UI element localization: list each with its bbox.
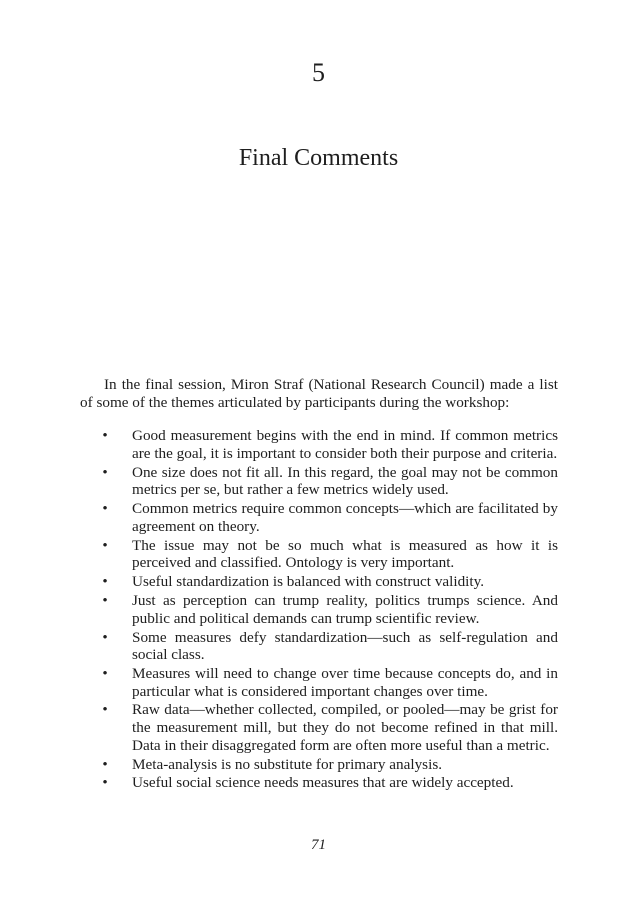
bullet-icon: •	[102, 701, 108, 719]
list-item	[80, 464, 558, 499]
bullet-icon: •	[102, 427, 108, 445]
list-item	[80, 537, 558, 572]
page-number: 71	[311, 837, 326, 853]
theme-text: Useful social science needs measures that are widely accepted.	[132, 774, 514, 792]
bullet-icon: •	[102, 592, 108, 610]
theme-text: Some measures defy standardization—such as self-regulation and social class.	[132, 628, 558, 664]
theme-text: Common metrics require common concepts—which are facilitated by agreement on theory.	[132, 500, 558, 535]
theme-text: Measures will need to change over time because concepts do, and in particular what is considered important changes over time.	[132, 664, 558, 700]
bullet-icon: •	[102, 774, 108, 792]
chapter-number: 5	[312, 58, 325, 87]
bullet-icon: •	[102, 536, 108, 554]
bullet-icon: •	[102, 755, 108, 773]
list-item	[80, 573, 558, 591]
theme-text: Useful standardization is balanced with construct validity.	[132, 573, 485, 591]
theme-text: Just as perception can trump reality, politics trumps science. And public and political demands can trump scientific review.	[132, 592, 558, 627]
list-item	[80, 774, 558, 792]
list-item	[80, 629, 558, 664]
theme-text: Raw data—whether collected, compiled, or pooled—may be grist for the measurement mill, but they do not become refined in that mill. Data in their disaggregated form are often more useful than a metric.	[132, 701, 558, 754]
list-item	[80, 701, 558, 754]
bullet-icon: •	[102, 463, 108, 481]
theme-text: The issue may not be so much what is measured as how it is perceived and classified. Ontology is very important.	[132, 536, 558, 572]
list-item	[80, 756, 558, 774]
chapter-body	[80, 376, 558, 793]
theme-text: Good measurement begins with the end in mind. If common metrics are the goal, it is important to consider both their purpose and criteria.	[132, 427, 558, 462]
chapter-title: Final Comments	[238, 145, 399, 171]
bullet-icon: •	[102, 664, 108, 682]
list-item	[80, 592, 558, 627]
list-item	[80, 665, 558, 700]
themes-list	[80, 427, 558, 792]
bullet-icon: •	[102, 628, 108, 646]
theme-text: Meta-analysis is no substitute for primary analysis.	[132, 755, 443, 773]
theme-text: One size does not fit all. In this regard, the goal may not be common metrics per se, but rather a few metrics widely used.	[132, 463, 558, 499]
list-item	[80, 500, 558, 535]
bullet-icon: •	[102, 573, 108, 591]
intro-paragraph: In the final session, Miron Straf (National Research Council) made a list of some of the themes articulated by participants during the workshop:	[80, 376, 558, 411]
list-item	[80, 427, 558, 462]
bullet-icon: •	[102, 500, 108, 518]
